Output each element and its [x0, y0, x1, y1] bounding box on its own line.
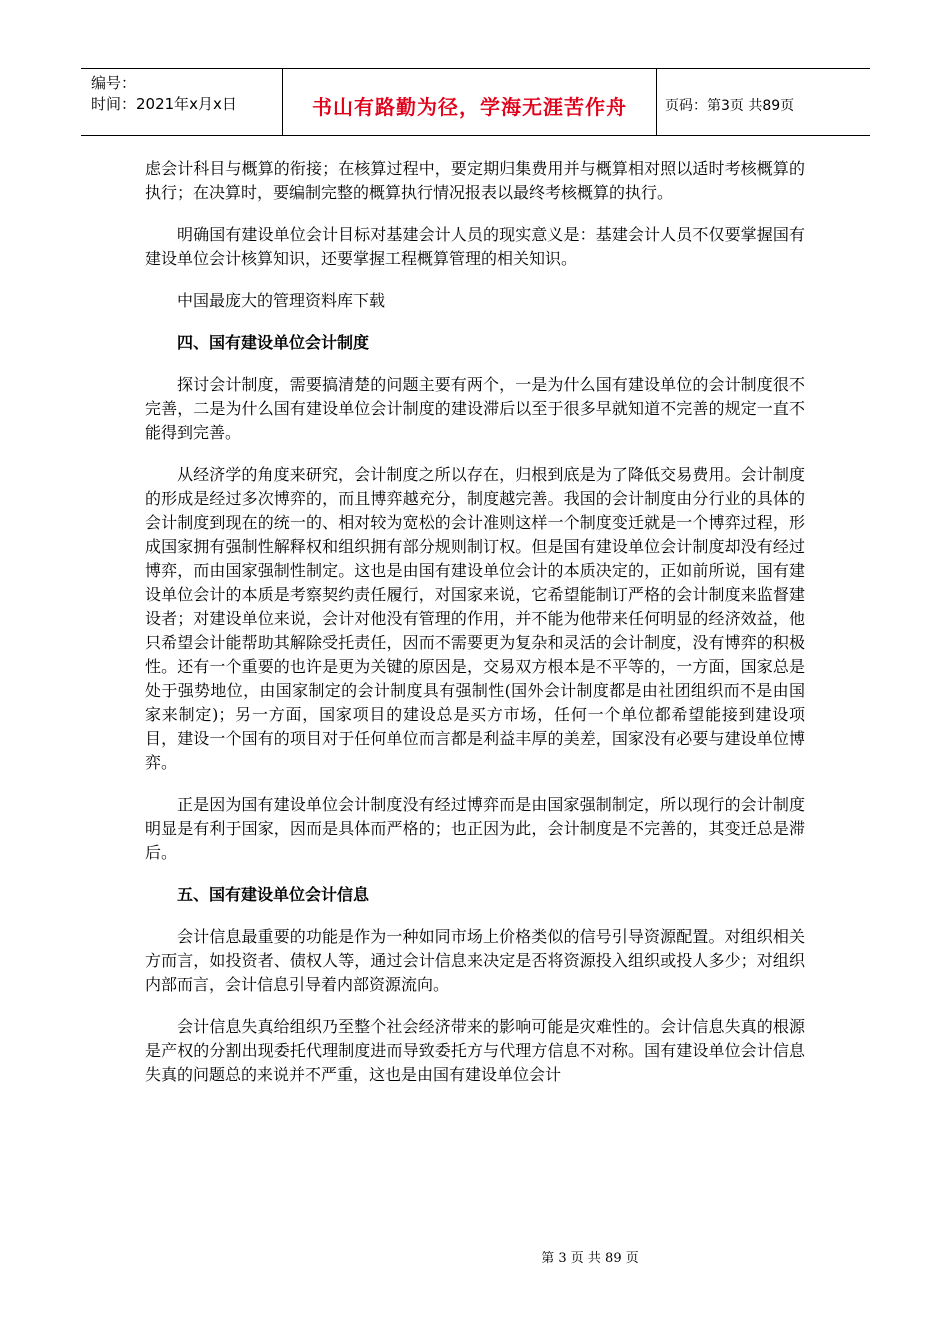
section-heading: 五、国有建设单位会计信息 — [177, 885, 370, 904]
paragraph: 探讨会计制度，需要搞清楚的问题主要有两个，一是为什么国有建设单位的会计制度很不完善，二是为什么国有建设单位会计制度的建设滞后以至于很多早就知道不完善的规定一直不能得到完善。 — [145, 375, 805, 442]
paragraph: 会计信息最重要的功能是作为一种如同市场上价格类似的信号引导资源配置。对组织相关方而言，如投资者、债权人等，通过会计信息来决定是否将资源投入组织或投人多少；对组织内部而言，会计信息引导着内部资源流向。 — [145, 927, 805, 994]
header-meta — [81, 69, 283, 135]
page-footer: 第 3 页 共 89 页 — [541, 1251, 639, 1266]
header-motto: 书山有路勤为径，学海无涯苦作舟 — [283, 69, 657, 135]
paragraph: 明确国有建设单位会计目标对基建会计人员的现实意义是：基建会计人员不仅要掌握国有建设单位会计核算知识，还要掌握工程概算管理的相关知识。 — [145, 225, 805, 268]
section-heading: 四、国有建设单位会计制度 — [177, 333, 370, 352]
paragraph: 中国最庞大的管理资料库下载 — [177, 291, 386, 310]
document-body — [145, 157, 805, 1105]
paragraph: 从经济学的角度来研究，会计制度之所以存在，归根到底是为了降低交易费用。会计制度的形成是经过多次博弈的，而且博弈越充分，制度越完善。我国的会计制度由分行业的具体的会计制度到现在的统一的、相对较为宽松的会计准则这样一个制度变迁就是一个博弈过程，形成国家拥有强制性解释权和组织拥有部分规则制订权。但是国有建设单位会计制度却没有经过博弈，而由国家强制性制定。这也是由国有建设单位会计的本质决定的，正如前所说，国有建设单位会计的本质是考察契约责任履行，对国家来说，它希望能制订严格的会计制度来监督建设者；对建设单位来说，会计对他没有管理的作用，并不能为他带来任何明显的经济效益，他只希望会计能帮助其解除受托责任，因而不需要更为复杂和灵活的会计制度，没有博弈的积极性。还有一个重要的也许是更为关键的原因是，交易双方根本是不平等的，一方面，国家总是处于强势地位，由国家制定的会计制度具有强制性(国外会计制度都是由社团组织而不是由国家来制定)；另一方面，国家项目的建设总是买方市场，任何一个单位都希望能接到建设项目，建设一个国有的项目对于任何单位而言都是利益丰厚的美差，国家没有必要与建设单位博弈。 — [145, 465, 805, 772]
paragraph: 虑会计科目与概算的衔接；在核算过程中，要定期归集费用并与概算相对照以适时考核概算的执行；在决算时，要编制完整的概算执行情况报表以最终考核概算的执行。 — [145, 159, 805, 202]
paragraph: 会计信息失真给组织乃至整个社会经济带来的影响可能是灾难性的。会计信息失真的根源是产权的分割出现委托代理制度进而导致委托方与代理方信息不对称。国有建设单位会计信息失真的问题总的来说并不严重，这也是由国有建设单位会计 — [145, 1017, 805, 1084]
header-page-info: 页码：第3页 共89页 — [665, 98, 795, 114]
doc-number-label: 编号： — [91, 74, 137, 92]
page-header — [81, 68, 870, 136]
paragraph: 正是因为国有建设单位会计制度没有经过博弈而是由国家强制制定，所以现行的会计制度明显是有利于国家，因而是具体而严格的；也正因为此，会计制度是不完善的，其变迁总是滞后。 — [145, 795, 805, 862]
date-label: 时间：2021年x月x日 — [91, 95, 237, 113]
